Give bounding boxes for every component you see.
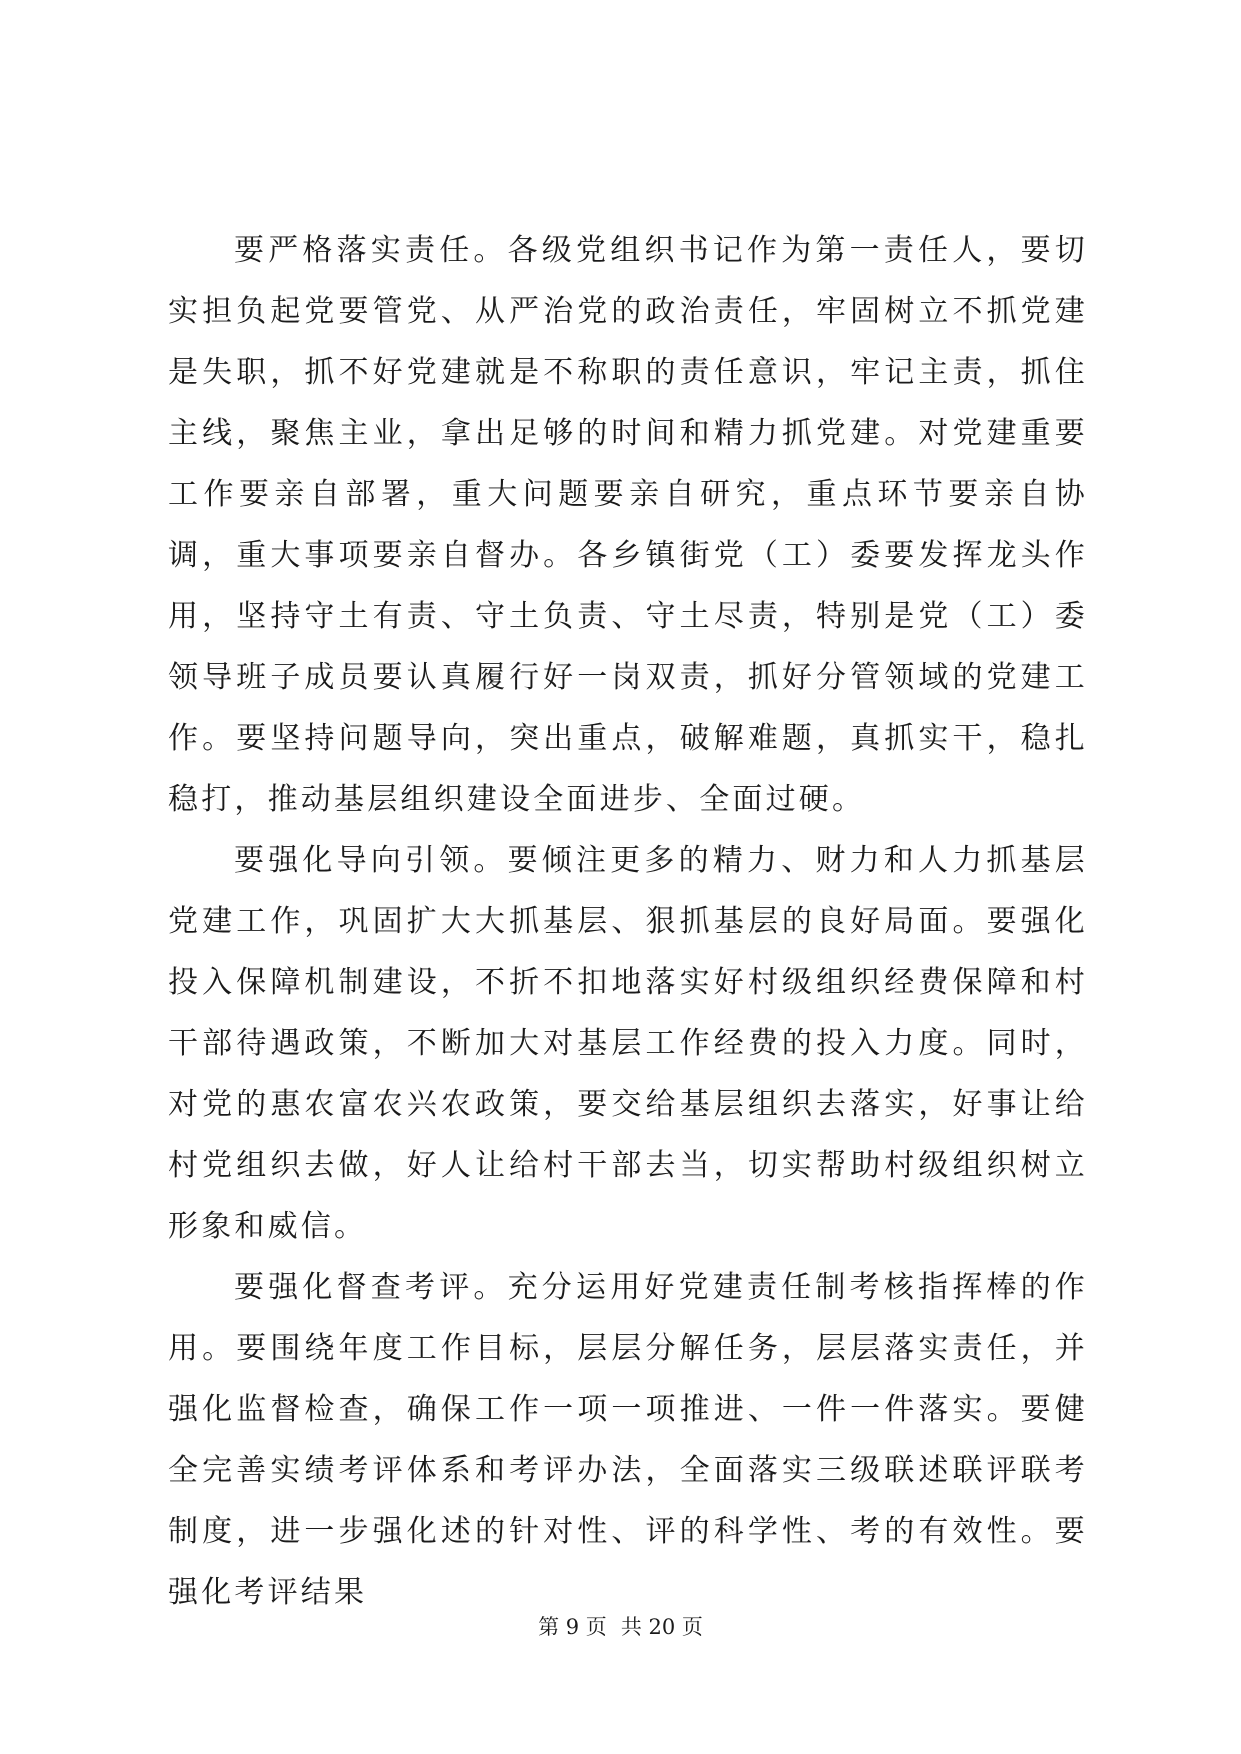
paragraph-guidance: 要强化导向引领。要倾注更多的精力、财力和人力抓基层党建工作，巩固扩大大抓基层、狠抓基层的良好局面。要强化投入保障机制建设，不折不扣地落实好村级组织经费保障和村干部待遇政策，不断加大对基层工作经费的投入力度。同时，对党的惠农富农兴农政策，要交给基层组织去落实，好事让给村党组织去做，好人让给村干部去当，切实帮助村级组织树立形象和威信。 xyxy=(168,843,1088,1244)
page-total: 共 20 页 xyxy=(620,1615,703,1639)
page-footer xyxy=(0,1612,1241,1642)
page-number: 第 9 页 xyxy=(538,1615,607,1639)
document-body xyxy=(168,220,1088,1623)
paragraph-responsibility: 要严格落实责任。各级党组织书记作为第一责任人，要切实担负起党要管党、从严治党的政治责任，牢固树立不抓党建是失职，抓不好党建就是不称职的责任意识，牢记主责，抓住主线，聚焦主业，拿出足够的时间和精力抓党建。对党建重要工作要亲自部署，重大问题要亲自研究，重点环节要亲自协调，重大事项要亲自督办。各乡镇街党（工）委要发挥龙头作用，坚持守土有责、守土负责、守土尽责，特别是党（工）委领导班子成员要认真履行好一岗双责，抓好分管领域的党建工作。要坚持问题导向，突出重点，破解难题，真抓实干，稳扎稳打，推动基层组织建设全面进步、全面过硬。 xyxy=(168,233,1088,817)
paragraph-supervision: 要强化督查考评。充分运用好党建责任制考核指挥棒的作用。要围绕年度工作目标，层层分解任务，层层落实责任，并强化监督检查，确保工作一项一项推进、一件一件落实。要健全完善实绩考评体系和考评办法，全面落实三级联述联评联考制度，进一步强化述的针对性、评的科学性、考的有效性。要强化考评结果 xyxy=(168,1270,1088,1610)
